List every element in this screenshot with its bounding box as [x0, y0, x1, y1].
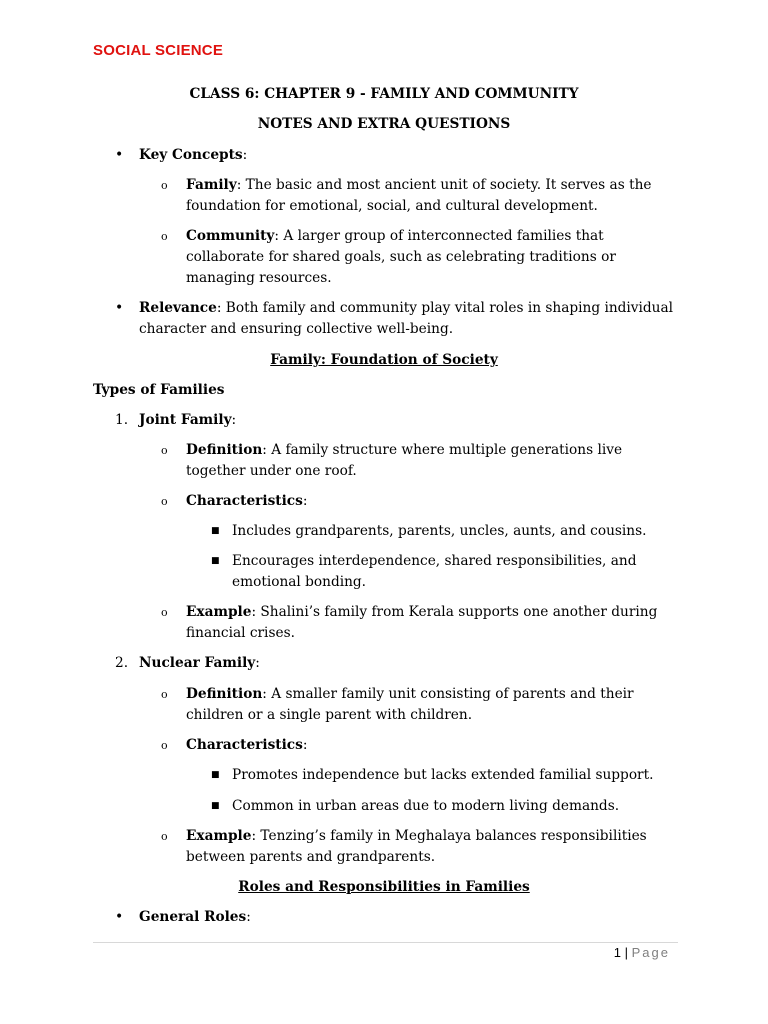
- bullet-dot-icon: •: [115, 300, 124, 316]
- page-number: 1: [613, 945, 621, 960]
- key-concepts-label: Key Concepts: [139, 147, 243, 163]
- nuclear-definition-item: [93, 684, 675, 726]
- relevance-bullet: [93, 298, 675, 340]
- bullet-dot-icon: •: [115, 147, 124, 163]
- square-bullet-icon: ■: [211, 556, 220, 566]
- general-roles-label: General Roles: [139, 909, 247, 925]
- relevance-term: Relevance: [139, 300, 217, 316]
- family-term: Family: [186, 177, 237, 193]
- family-definition: : The basic and most ancient unit of society. It serves as the foundation for emotional, social, and cultural development.: [186, 177, 652, 214]
- document-subtitle: NOTES AND EXTRA QUESTIONS: [257, 116, 511, 132]
- circle-bullet-icon: o: [161, 179, 168, 192]
- nuclear-characteristic-1: [93, 765, 675, 786]
- nuclear-definition-text: : A smaller family unit consisting of parents and their children or a single parent with children.: [186, 686, 634, 723]
- section-heading-roles: Roles and Responsibilities in Families: [238, 879, 530, 895]
- family-concept-item: [93, 175, 675, 217]
- circle-bullet-icon: o: [161, 444, 168, 457]
- community-definition: : A larger group of interconnected families that collaborate for shared goals, such as celebrating traditions or managing resources.: [186, 228, 616, 286]
- page-footer: [614, 945, 670, 960]
- definition-term: Definition: [186, 442, 263, 458]
- circle-bullet-icon: o: [161, 230, 168, 243]
- relevance-text: : Both family and community play vital roles in shaping individual character and ensuring collective well-being.: [139, 300, 674, 337]
- circle-bullet-icon: o: [161, 830, 168, 843]
- example-term: Example: [186, 828, 252, 844]
- general-roles-bullet: • General Roles:: [93, 907, 675, 928]
- document-title: CLASS 6: CHAPTER 9 - FAMILY AND COMMUNITY: [189, 86, 579, 102]
- nuclear-family-item: 2. Nuclear Family:: [93, 653, 675, 674]
- joint-example-item: [93, 602, 675, 644]
- nuclear-family-label: Nuclear Family: [139, 655, 256, 671]
- subject-header: SOCIAL SCIENCE: [93, 42, 224, 59]
- nuclear-characteristics-item: o Characteristics:: [93, 735, 675, 756]
- circle-bullet-icon: o: [161, 495, 168, 508]
- joint-definition-text: : A family structure where multiple generations live together under one roof.: [186, 442, 623, 479]
- community-concept-item: [93, 226, 675, 289]
- characteristic-text: Promotes independence but lacks extended familial support.: [232, 767, 654, 783]
- joint-characteristic-1: [93, 521, 675, 542]
- types-of-families-heading: Types of Families: [93, 382, 225, 398]
- nuclear-example-text: : Tenzing’s family in Meghalaya balances responsibilities between parents and grandparents.: [186, 828, 647, 865]
- example-term: Example: [186, 604, 252, 620]
- square-bullet-icon: ■: [211, 526, 220, 536]
- list-number: 1.: [115, 412, 129, 428]
- square-bullet-icon: ■: [211, 801, 220, 811]
- joint-characteristics-item: o Characteristics:: [93, 491, 675, 512]
- community-term: Community: [186, 228, 275, 244]
- joint-family-item: 1. Joint Family:: [93, 410, 675, 431]
- circle-bullet-icon: o: [161, 606, 168, 619]
- section-heading-family-foundation: Family: Foundation of Society: [270, 352, 498, 368]
- list-number: 2.: [115, 655, 129, 671]
- definition-term: Definition: [186, 686, 263, 702]
- characteristic-text: Encourages interdependence, shared responsibilities, and emotional bonding.: [232, 553, 637, 590]
- joint-characteristic-2: [93, 551, 675, 593]
- footer-divider: [93, 942, 678, 943]
- key-concepts-bullet: • Key Concepts:: [93, 145, 675, 166]
- footer-separator: |: [624, 945, 628, 960]
- document-body: [93, 84, 675, 928]
- characteristic-text: Common in urban areas due to modern living demands.: [232, 798, 620, 814]
- joint-example-text: : Shalini’s family from Kerala supports one another during financial crises.: [186, 604, 658, 641]
- joint-definition-item: [93, 440, 675, 482]
- square-bullet-icon: ■: [211, 770, 220, 780]
- circle-bullet-icon: o: [161, 688, 168, 701]
- characteristics-term: Characteristics: [186, 493, 303, 509]
- joint-family-label: Joint Family: [139, 412, 232, 428]
- bullet-dot-icon: •: [115, 909, 124, 925]
- nuclear-example-item: [93, 826, 675, 868]
- nuclear-characteristic-2: [93, 796, 675, 817]
- page-label: Page: [631, 945, 670, 960]
- characteristic-text: Includes grandparents, parents, uncles, aunts, and cousins.: [232, 523, 647, 539]
- circle-bullet-icon: o: [161, 739, 168, 752]
- characteristics-term: Characteristics: [186, 737, 303, 753]
